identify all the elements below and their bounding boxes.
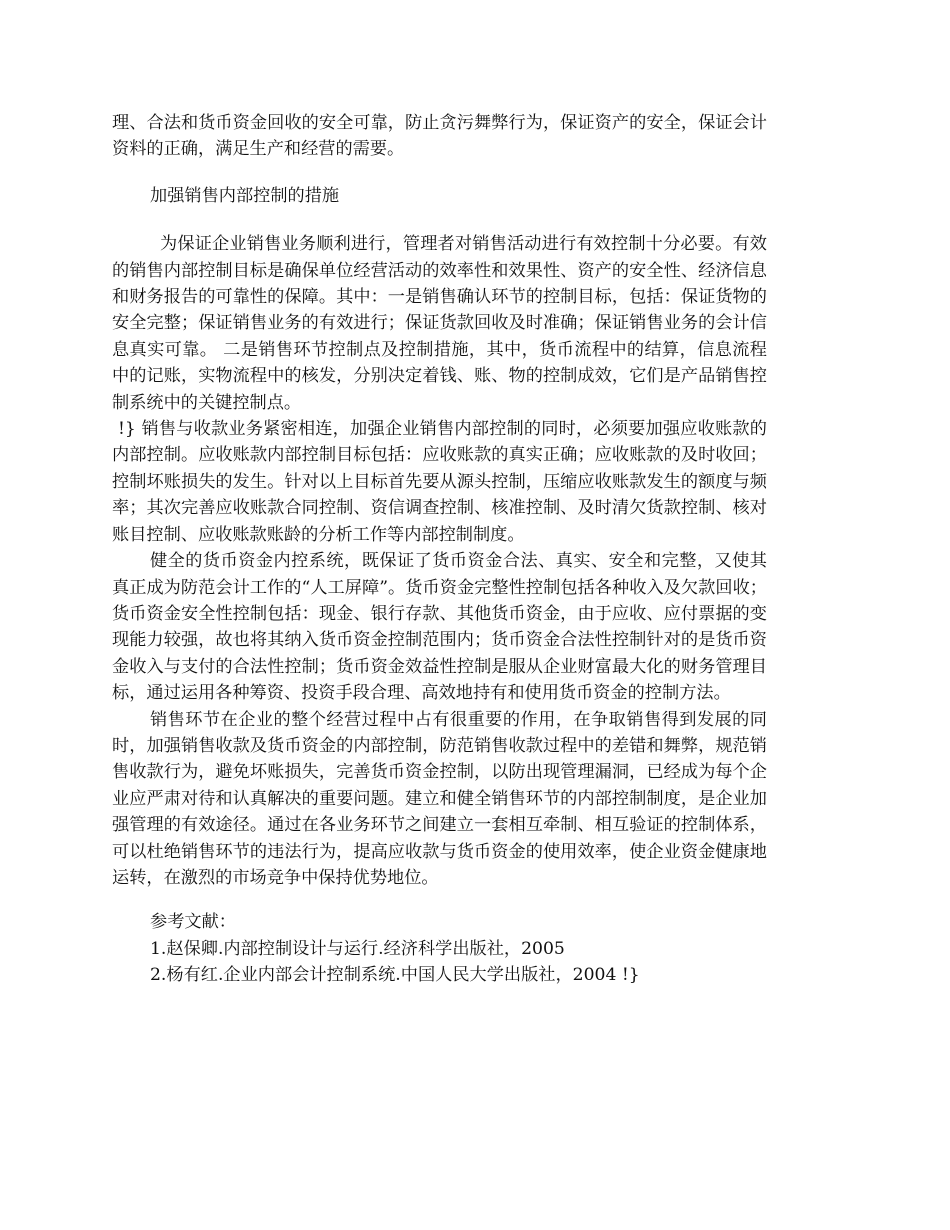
reference-item: 1.赵保卿.内部控制设计与运行.经济科学出版社，2005 <box>150 938 565 959</box>
paragraph-receivables-control: !} 销售与收款业务紧密相连，加强企业销售内部控制的同时，必须要加强应收账款的内部控制。应收账款内部控制目标包括：应收账款的真实正确；应收账款的及时收回；控制坏账损失的发生。针对以上目标首先要从源头控制，压缩应收账款发生的额度与频率；其次完善应收账款合同控制、资信调查控制、核准控制、及时清欠货款控制、核对账目控制、应收账款账龄的分析工作等内部控制制度。 <box>112 419 767 545</box>
references-title: 参考文献： <box>150 912 236 933</box>
paragraph-sales-control-goals: 为保证企业销售业务顺利进行，管理者对销售活动进行有效控制十分必要。有效的销售内部控制目标是确保单位经营活动的效率性和效果性、资产的安全性、经济信息和财务报告的可靠性的保障。其中：一是销售确认环节的控制目标，包括：保证货物的安全完整；保证销售业务的有效进行；保证货款回收及时准确；保证销售业务的会计信息真实可靠。 二是销售环节控制点及控制措施，其中，货币流程中的结算，信息流程中的记账，实物流程中的核发，分别决定着钱、账、物的控制成效，它们是产品销售控制系统中的关键控制点。 <box>112 234 767 413</box>
paragraph-intro-continuation: 理、合法和货币资金回收的安全可靠，防止贪污舞弊行为，保证资产的安全，保证会计资料的正确，满足生产和经营的需要。 <box>112 113 767 160</box>
paragraph-conclusion: 销售环节在企业的整个经营过程中占有很重要的作用，在争取销售得到发展的同时，加强销售收款及货币资金的内部控制，防范销售收款过程中的差错和舞弊，规范销售收款行为，避免坏账损失，完善货币资金控制，以防出现管理漏洞，已经成为每个企业应严肃对待和认真解决的重要问题。建立和健全销售环节的内部控制制度，是企业加强管理的有效途径。通过在各业务环节之间建立一套相互牵制、相互验证的控制体系，可以杜绝销售环节的违法行为，提高应收款与货币资金的使用效率，使企业资金健康地运转，在激烈的市场竞争中保持优势地位。 <box>112 709 767 888</box>
paragraph-monetary-funds-control: 健全的货币资金内控系统，既保证了货币资金合法、真实、安全和完整，又使其真正成为防范会计工作的“人工屏障”。货币资金完整性控制包括各种收入及欠款回收；货币资金安全性控制包括：现金、银行存款、其他货币资金，由于应收、应付票据的变现能力较强，故也将其纳入货币资金控制范围内；货币资金合法性控制针对的是货币资金收入与支付的合法性控制；货币资金效益性控制是服从企业财富最大化的财务管理目标，通过运用各种筹资、投资手段合理、高效地持有和使用货币资金的控制方法。 <box>112 551 767 704</box>
document-page <box>112 110 767 989</box>
reference-item: 2.杨有红.企业内部会计控制系统.中国人民大学出版社，2004 !} <box>150 965 640 986</box>
section-heading: 加强销售内部控制的措施 <box>150 185 340 206</box>
